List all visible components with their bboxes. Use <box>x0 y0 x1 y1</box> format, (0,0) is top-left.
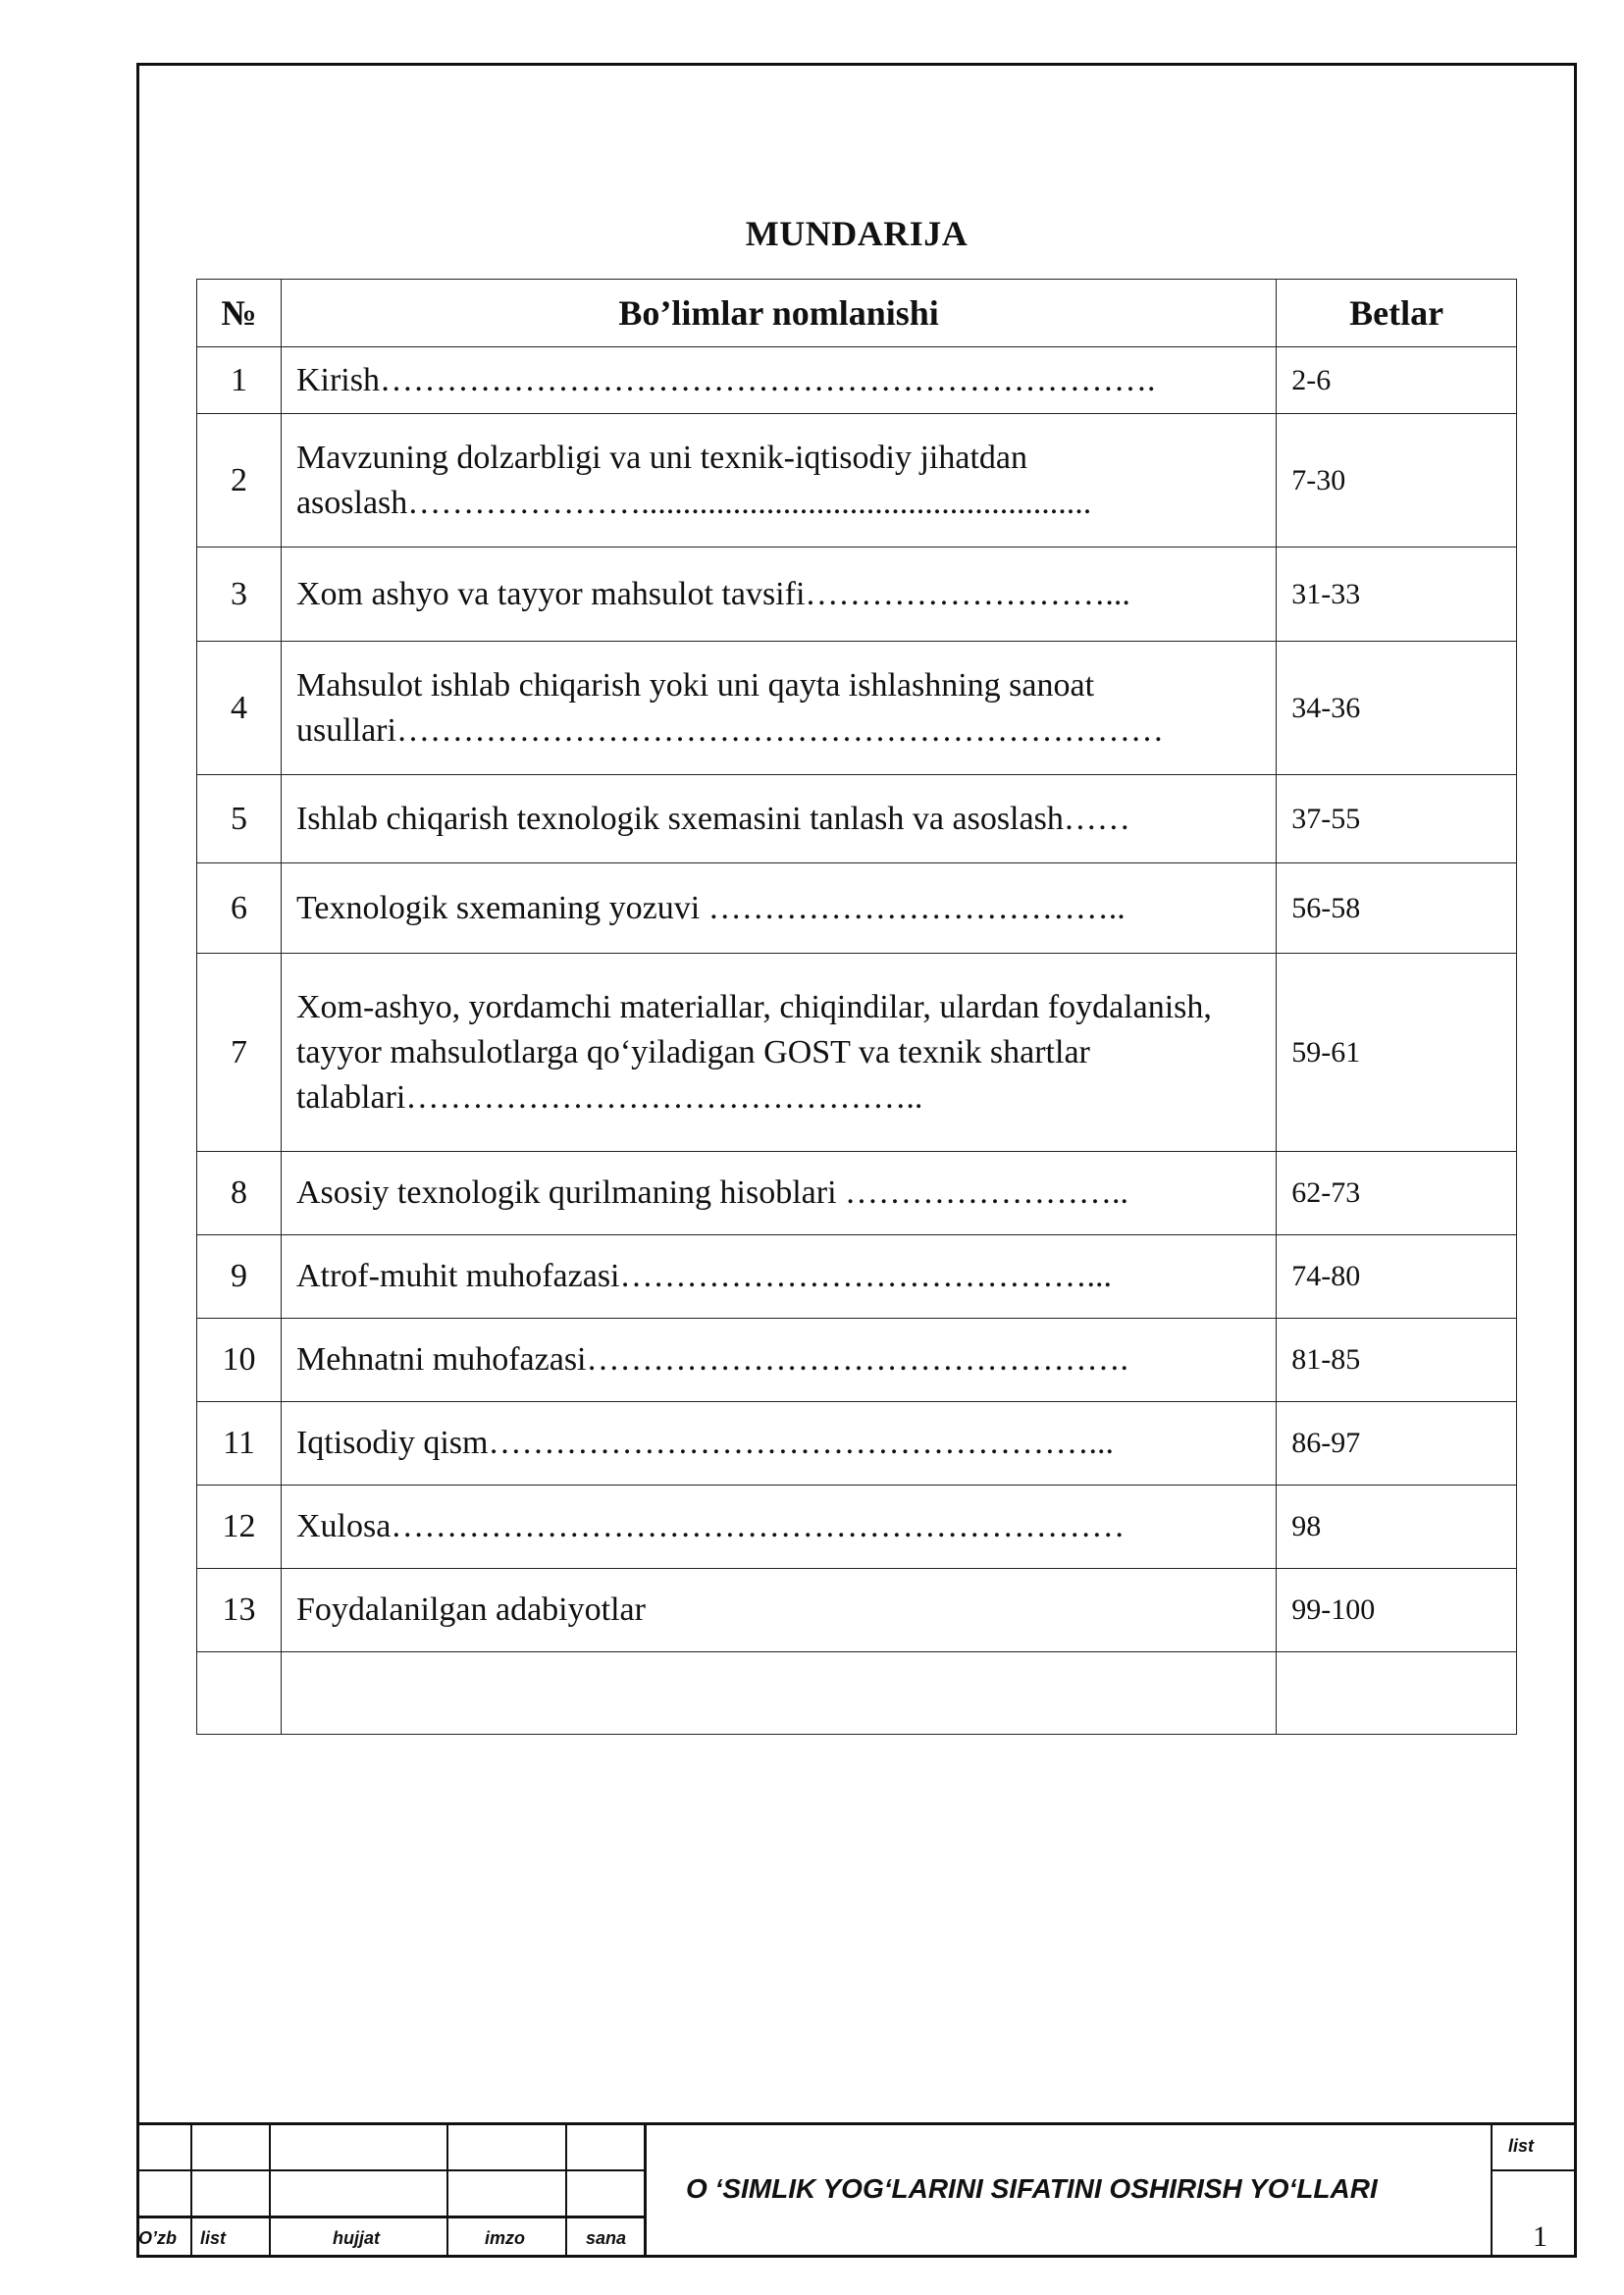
table-row <box>197 1569 1517 1652</box>
row-number: 11 <box>197 1402 282 1486</box>
table-row <box>197 1319 1517 1402</box>
table-row <box>197 1152 1517 1235</box>
document-title: O ‘SIMLIK YOG‘LARINI SIFATINI OSHIRISH YO‘LLARI <box>686 2173 1378 2204</box>
row-pages <box>1277 1652 1517 1735</box>
table-row <box>197 863 1517 954</box>
row-section-name: Texnologik sxemaning yozuvi ……………………………….. <box>281 863 1276 954</box>
row-number: 13 <box>197 1569 282 1652</box>
sheet-label: list <box>1508 2136 1535 2156</box>
header-pages: Betlar <box>1277 280 1517 347</box>
table-row <box>197 548 1517 642</box>
table-row <box>197 1486 1517 1569</box>
table-header-row <box>197 280 1517 347</box>
table-row <box>197 1652 1517 1735</box>
row-number: 9 <box>197 1235 282 1319</box>
row-pages: 37-55 <box>1277 775 1517 863</box>
row-number: 4 <box>197 642 282 775</box>
row-section-name: Xom ashyo va tayyor mahsulot tavsifi………………………... <box>281 548 1276 642</box>
row-section-name: Ishlab chiqarish texnologik sxemasini tanlash va asoslash…… <box>281 775 1276 863</box>
stamp-label-document: hujjat <box>333 2228 380 2248</box>
row-number: 1 <box>197 347 282 414</box>
table-row <box>197 347 1517 414</box>
row-section-name: Xulosa………………………………………………………… <box>281 1486 1276 1569</box>
table-row <box>197 954 1517 1152</box>
table-row <box>197 1235 1517 1319</box>
row-section-name: Mehnatni muhofazasi…………………………………………. <box>281 1319 1276 1402</box>
row-number: 3 <box>197 548 282 642</box>
stamp-label-date: sana <box>586 2228 627 2248</box>
row-section-name: Atrof-muhit muhofazasi……………………………………... <box>281 1235 1276 1319</box>
table-row <box>197 1402 1517 1486</box>
row-pages: 7-30 <box>1277 414 1517 548</box>
row-number: 7 <box>197 954 282 1152</box>
row-pages: 34-36 <box>1277 642 1517 775</box>
stamp-label-lang: O’zb <box>138 2228 177 2248</box>
row-pages: 98 <box>1277 1486 1517 1569</box>
row-section-name: Iqtisodiy qism………………………………………………... <box>281 1402 1276 1486</box>
title-block <box>136 2122 1577 2258</box>
row-section-name: Foydalanilgan adabiyotlar <box>281 1569 1276 1652</box>
row-section-name: Mavzuning dolzarbligi va uni texnik-iqtisodiy jihatdan asoslash…………………...................................................... <box>281 414 1276 548</box>
row-section-name: Asosiy texnologik qurilmaning hisoblari …………………….. <box>281 1152 1276 1235</box>
contents-table <box>196 279 1517 1735</box>
row-pages: 81-85 <box>1277 1319 1517 1402</box>
header-number: № <box>197 280 282 347</box>
row-number: 6 <box>197 863 282 954</box>
row-number <box>197 1652 282 1735</box>
row-section-name: Xom-ashyo, yordamchi materiallar, chiqindilar, ulardan foydalanish, tayyor mahsulotlarga qo‘yiladigan GOST va texnik shartlar talablari……………………………………….. <box>281 954 1276 1152</box>
row-number: 8 <box>197 1152 282 1235</box>
stamp-label-list: list <box>200 2228 227 2248</box>
row-number: 2 <box>197 414 282 548</box>
page-number: 1 <box>1533 2220 1547 2253</box>
header-section-name: Bo’limlar nomlanishi <box>281 280 1276 347</box>
row-pages: 99-100 <box>1277 1569 1517 1652</box>
row-pages: 74-80 <box>1277 1235 1517 1319</box>
row-number: 10 <box>197 1319 282 1402</box>
row-section-name: Mahsulot ishlab chiqarish yoki uni qayta ishlashning sanoat usullari…………………………………………………………… <box>281 642 1276 775</box>
row-number: 12 <box>197 1486 282 1569</box>
table-row <box>197 775 1517 863</box>
row-section-name: Kirish……………………………………………………………. <box>281 347 1276 414</box>
row-pages: 2-6 <box>1277 347 1517 414</box>
row-pages: 62-73 <box>1277 1152 1517 1235</box>
row-number: 5 <box>197 775 282 863</box>
page-title: MUNDARIJA <box>745 214 969 253</box>
table-row <box>197 414 1517 548</box>
row-pages: 56-58 <box>1277 863 1517 954</box>
stamp-label-signature: imzo <box>485 2228 526 2248</box>
row-section-name <box>281 1652 1276 1735</box>
row-pages: 59-61 <box>1277 954 1517 1152</box>
table-row <box>197 642 1517 775</box>
row-pages: 31-33 <box>1277 548 1517 642</box>
row-pages: 86-97 <box>1277 1402 1517 1486</box>
